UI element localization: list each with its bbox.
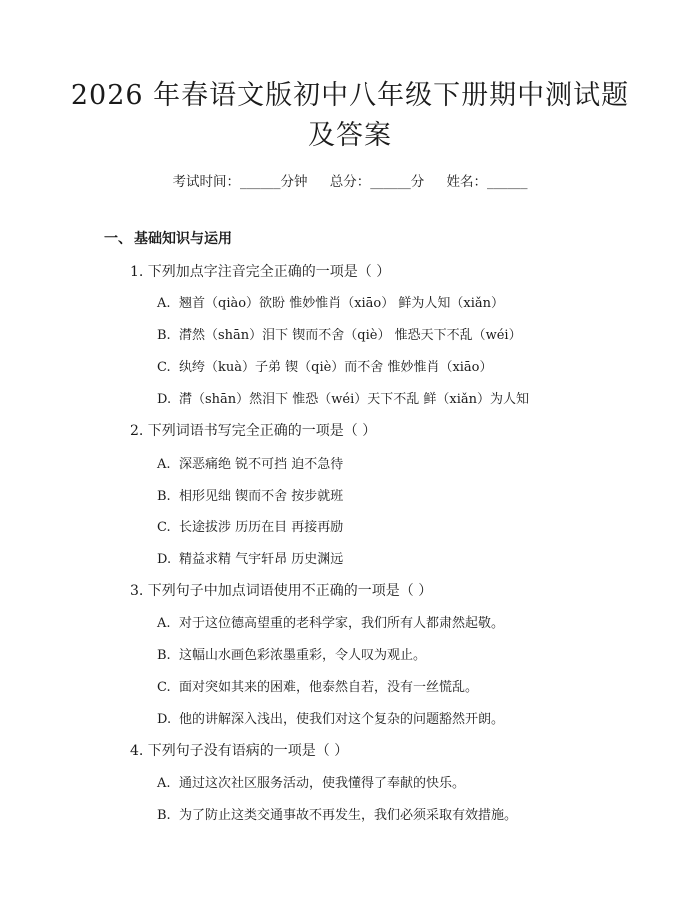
- question-stem: 1. 下列加点字注音完全正确的一项是（ ）: [130, 264, 391, 280]
- option-row: [157, 644, 426, 663]
- option-row: [157, 612, 504, 631]
- option-letter: D.: [157, 552, 172, 567]
- option-text: 潸（shān）然泪下 惟恐（wéi）天下不乱 鲜（xiǎn）为人知: [179, 392, 530, 407]
- question-stem: 4. 下列句子没有语病的一项是（ ）: [130, 743, 349, 759]
- exam-time: 考试时间：______分钟: [172, 174, 308, 190]
- option-text: 深恶痛绝 锐不可挡 迫不急待: [179, 457, 344, 472]
- option-letter: D.: [157, 392, 172, 407]
- option-letter: A.: [157, 457, 171, 472]
- title-line-2: 及答案: [308, 120, 392, 151]
- option-text: 长途拔涉 历历在目 再接再励: [179, 520, 344, 535]
- option-letter: C.: [157, 360, 171, 375]
- option-text: 精益求精 气宇轩昂 历史渊远: [179, 552, 344, 567]
- option-text: 为了防止这类交通事故不再发生，我们必须采取有效措施。: [179, 808, 518, 823]
- option-letter: C.: [157, 680, 171, 695]
- option-text: 相形见绌 锲而不舍 按步就班: [179, 489, 344, 504]
- option-row: [157, 324, 522, 343]
- option-letter: A.: [157, 616, 171, 631]
- option-row: [157, 356, 493, 375]
- option-text: 面对突如其来的困难，他泰然自若，没有一丝慌乱。: [179, 680, 479, 695]
- option-letter: B.: [157, 648, 171, 663]
- option-letter: C.: [157, 520, 171, 535]
- section-number: 一、: [104, 231, 132, 247]
- option-letter: D.: [157, 712, 172, 727]
- option-row: [157, 676, 478, 695]
- option-text: 这幅山水画色彩浓墨重彩，令人叹为观止。: [179, 648, 427, 663]
- option-letter: B.: [157, 328, 171, 343]
- option-row: [157, 548, 343, 567]
- option-letter: A.: [157, 776, 171, 791]
- question-stem: 2. 下列词语书写完全正确的一项是（ ）: [130, 423, 377, 439]
- student-name: 姓名：______: [446, 174, 528, 190]
- option-text: 他的讲解深入浅出，使我们对这个复杂的问题豁然开朗。: [179, 712, 505, 727]
- option-text: 对于这位德高望重的老科学家，我们所有人都肃然起敬。: [179, 616, 505, 631]
- option-row: [157, 772, 465, 791]
- option-text: 翘首（qiào）欲盼 惟妙惟肖（xiāo） 鲜为人知（xiǎn）: [179, 296, 505, 311]
- question-stem: 3. 下列句子中加点词语使用不正确的一项是（ ）: [130, 583, 433, 599]
- title-line-1: 2026 年春语文版初中八年级下册期中测试题: [70, 80, 630, 111]
- option-letter: A.: [157, 296, 171, 311]
- option-row: [157, 485, 343, 504]
- section-heading: [104, 228, 232, 248]
- option-row: [157, 292, 504, 311]
- document-title: [0, 76, 700, 156]
- option-text: 通过这次社区服务活动，使我懂得了奉献的快乐。: [179, 776, 466, 791]
- option-row: [157, 516, 343, 535]
- exam-meta: [0, 170, 700, 190]
- option-text: 潸然（shān）泪下 锲而不舍（qiè） 惟恐天下不乱（wéi）: [179, 328, 522, 343]
- option-letter: B.: [157, 808, 171, 823]
- total-score: 总分：______分: [329, 174, 425, 190]
- option-row: [157, 804, 517, 823]
- option-text: 纨绔（kuà）子弟 锲（qiè）而不舍 惟妙惟肖（xiāo）: [179, 360, 493, 375]
- section-title: 基础知识与运用: [134, 231, 232, 247]
- option-row: [157, 708, 504, 727]
- option-letter: B.: [157, 489, 171, 504]
- option-row: [157, 388, 529, 407]
- option-row: [157, 453, 343, 472]
